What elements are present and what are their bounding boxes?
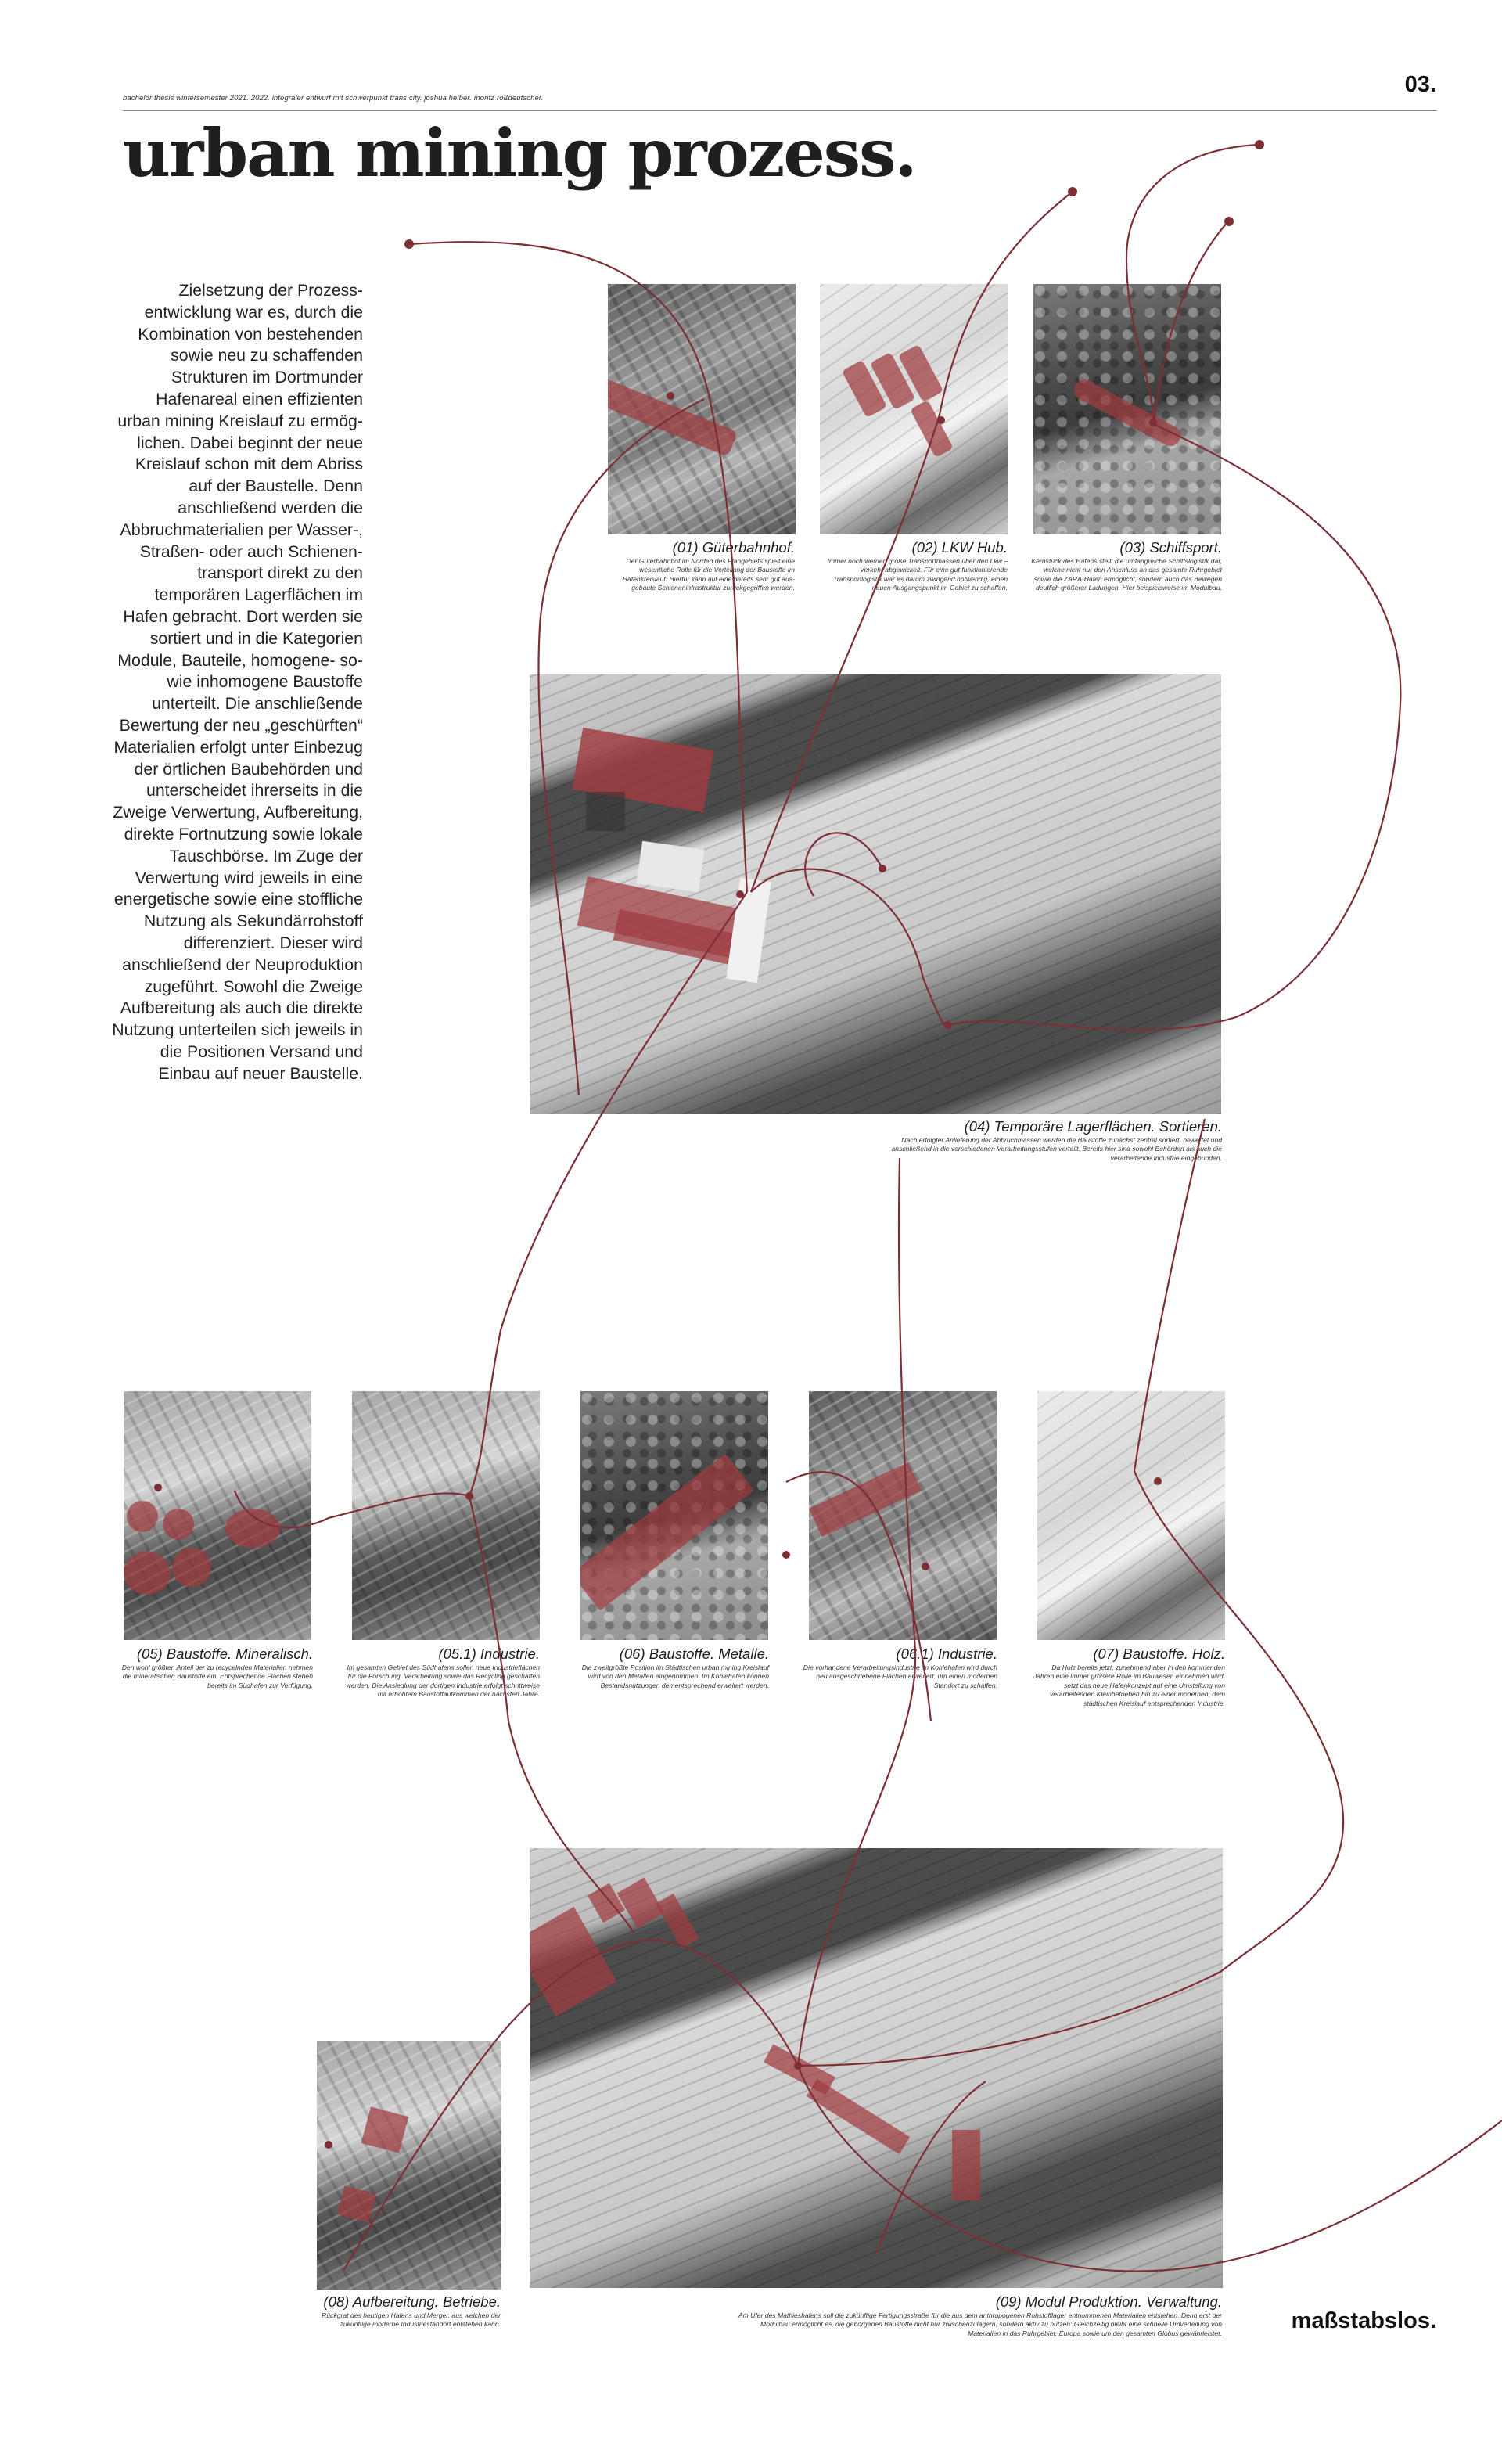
caption-07 (1033, 1646, 1225, 1708)
caption-05-1-title: (05.1) Industrie. (438, 1646, 540, 1662)
caption-08-title: (08) Aufbereitung. Betriebe. (323, 2293, 501, 2310)
photo-industrie-06-1 (809, 1391, 997, 1640)
caption-06-1-title: (06.1) Industrie. (896, 1646, 997, 1662)
photo-industrie-05-1 (352, 1391, 540, 1640)
caption-06-1-text: Die vorhandene Verarbeitungsindustrie im Kohlehafen wird durch neu ausgeschriebene Flächen erweitert, um einen modernen Standort zu schaffen. (803, 1664, 997, 1689)
photo-lkw-hub (820, 284, 1008, 534)
caption-06 (577, 1646, 769, 1690)
caption-05 (117, 1646, 313, 1690)
caption-05-1 (344, 1646, 540, 1700)
caption-03-title: (03) Schiffsport. (1119, 539, 1222, 556)
page-number: 03. (1404, 72, 1436, 97)
caption-01-text: Der Güterbahnhof im Norden des Plangebiets spielt eine wesentliche Rolle für die Verteilung der Baustoffe im Hafenkreislauf. Hierfür kann auf eine bereits sehr gut ausgebaute Schieneninfrastruktur zurückgegriffen werden. (622, 557, 795, 592)
highlight-mineral-2 (163, 1509, 194, 1540)
photo-baustoffe-mineralisch (124, 1391, 311, 1640)
white-hall (637, 841, 705, 893)
highlight-mineral-4 (124, 1552, 171, 1595)
photo-aufbereitung-betriebe (317, 2041, 501, 2290)
caption-02-text: Immer noch werden große Transportmassen über den Lkw – Verkehr abgewickelt. Für eine gut funktionierende Transportlogistik war es darum zwingend notwendig, einen neuen Ausgangspunkt im Gebiet zu schaffen. (827, 557, 1008, 592)
caption-05-text: Den wohl größten Anteil der zu recycelnden Materialien nehmen die mineralischen Baustoffe ein. Entsprechende Flächen stehen bereits im Südhafen zur Verfügung. (121, 1664, 313, 1689)
caption-03 (1031, 540, 1222, 593)
caption-04-title: (04) Temporäre Lagerflächen. Sortieren. (964, 1118, 1222, 1135)
photo-gueterbahnhof (608, 284, 796, 534)
caption-08-text: Rückgrat des heutigen Hafens und Merger, aus welchen der zukünftige moderne Industriestandort entstehen kann. (322, 2311, 501, 2329)
caption-06-text: Die zweitgrößte Position im Städtischen urban mining Kreislauf wird von den Metallen eingenommen. Im Kohlehafen können Bestandsnutzungen dementsprechend erweitert werden. (581, 1664, 769, 1689)
caption-01-title: (01) Güterbahnhof. (672, 539, 795, 556)
page-title: urban mining prozess. (123, 114, 916, 192)
caption-01 (602, 540, 795, 593)
caption-08 (307, 2294, 501, 2329)
highlight-mineral-3 (225, 1509, 280, 1548)
photo-modul-produktion (530, 1848, 1223, 2288)
photo-temporaere-lagerflaechen (530, 674, 1221, 1114)
shadow (586, 792, 625, 831)
caption-05-1-text: Im gesamten Gebiet des Südhafens sollen neue Industrieflächen für die Forschung, Verarbeitung sowie das Recycling geschaffen werden. Die Ansiedlung der dortigen Industrie erfolgt schrittweise mit erhöhtem Baustoffaufkommen der nächsten Jahre. (346, 1664, 540, 1699)
node-top-1 (1068, 187, 1077, 196)
caption-06-title: (06) Baustoffe. Metalle. (619, 1646, 769, 1662)
caption-03-text: Kernstück des Hafens stellt die umfangreiche Schiffslogistik dar, welche nicht nur den Anschluss an das gesamte Ruhrgebiet sowie die ZARA-Häfen ermöglicht, sondern auch das Bewegen deutlich größerer Ladungen. Hier beispielsweise im Modulbau. (1031, 557, 1222, 592)
header-divider (123, 110, 1437, 111)
caption-07-title: (07) Baustoffe. Holz. (1093, 1646, 1225, 1662)
caption-02-title: (02) LKW Hub. (911, 539, 1008, 556)
caption-06-1 (802, 1646, 997, 1690)
caption-05-title: (05) Baustoffe. Mineralisch. (136, 1646, 313, 1662)
caption-09-text: Am Ufer des Mathieshafens soll die zukünftige Fertigungsstraße für die aus dem anthropogenen Rohstofflager entnommenen Materialien entstehen. Denn erst der Modulbau ermöglicht es, die geborgenen Baustoffe nicht nur zwischenzulagern, sondern aktiv zu nutzen: Gleichzeitig bleibt eine schnelle Umverteilung von Materialien in das Ruhrgebiet, Europa sowie um den gesamten Globus gewährleistet. (738, 2311, 1222, 2337)
scale-label: maßstabslos. (1291, 2308, 1436, 2333)
caption-09-title: (09) Modul Produktion. Verwaltung. (995, 2293, 1222, 2310)
caption-07-text: Da Holz bereits jetzt, zunehmend aber in den kommenden Jahren eine immer größere Rolle im Bauwesen einnehmen wird, setzt das neue Hafenkonzept auf eine Umstellung von verarbeitenden Kleinbetrieben hin zu einer modernen, dem städtischen Kreislauf entsprechenden Industrie. (1033, 1664, 1225, 1707)
photo-baustoffe-metalle (580, 1391, 768, 1640)
caption-04 (868, 1119, 1222, 1163)
node-start (404, 239, 414, 249)
node-top-3 (1224, 217, 1234, 226)
intro-paragraph: Zielsetzung der Prozessentwicklung war es, durch die Kombination von bestehenden sowie neu zu schaffenden Strukturen im Dortmunder Hafenareal einen effizienten urban mining Kreislauf zu ermöglichen. Dabei beginnt der neue Kreislauf schon mit dem Abriss auf der Baustelle. Denn anschließend werden die Abbruchmaterialien per Wasser-, Straßen- oder auch Schienentransport direkt zu den temporären Lagerflächen im Hafen gebracht. Dort werden sie sortiert und in die Kategorien Module, Bauteile, homogene- sowie inhomogene Baustoffe unterteilt. Die anschließende Bewertung der neu „geschürften“ Materialien erfolgt unter Einbezug der örtlichen Baubehörden und unterscheidet ihrerseits in die Zweige Verwertung, Aufbereitung, direkte Fortnutzung sowie lokale Tauschbörse. Im Zuge der Verwertung wird jeweils in eine energetische sowie eine stoffliche Nutzung als Sekundärrohstoff differenziert. Dieser wird anschließend der Neuproduktion zugeführt. Sowohl die Zweige Aufbereitung als auch die direkte Nutzung unterteilen sich jeweils in die Positionen Versand und Einbau auf neuer Baustelle. (112, 281, 363, 1083)
caption-04-text: Nach erfolgter Anlieferung der Abbruchmassen werden die Baustoffe zunächst zentral sortiert, bewertet und anschließend in die verschiedenen Verarbeitungsstufen verteilt. Bereits hier sind sowohl Behörden als auch die verarbeitende Industrie eingebunden. (891, 1136, 1222, 1162)
caption-09 (735, 2294, 1222, 2338)
highlight-admin-3 (952, 2130, 980, 2200)
node-top-2 (1255, 140, 1264, 149)
highlight-mineral-5 (172, 1548, 211, 1587)
node-06 (782, 1551, 790, 1559)
photo-schiffsport (1033, 284, 1221, 534)
caption-02 (814, 540, 1008, 593)
photo-baustoffe-holz (1037, 1391, 1225, 1640)
highlight-mineral-1 (127, 1501, 158, 1532)
header-meta: bachelor thesis wintersemester 2021. 2022. integraler entwurf mit schwerpunkt trans city. joshua helber. moritz roßdeutscher. (123, 94, 544, 103)
